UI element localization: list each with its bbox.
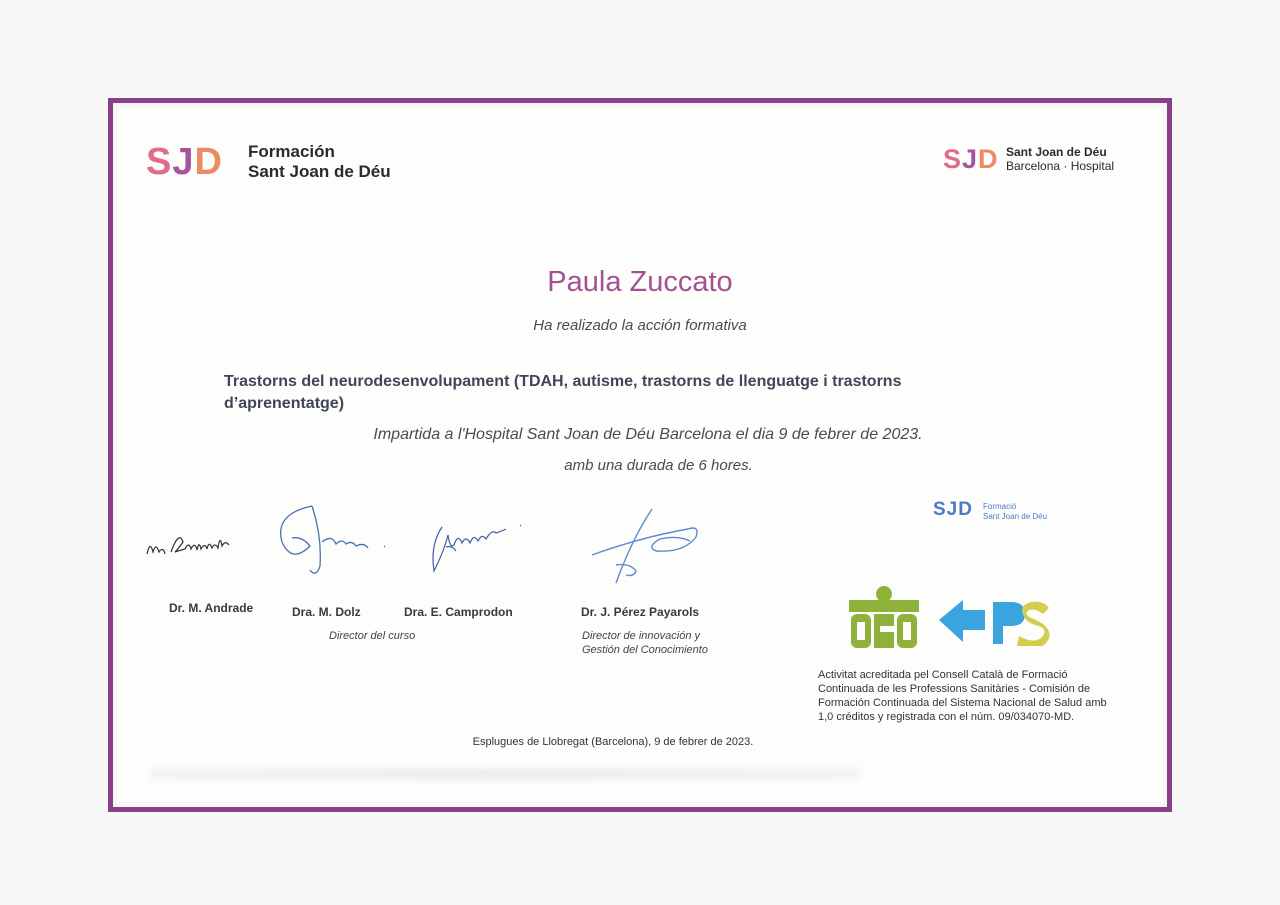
redacted-strip [150,768,860,780]
place-and-date: Esplugues de Llobregat (Barcelona), 9 de febrer de 2023. [472,736,754,748]
logo-line-2: Barcelona · Hospital [1006,159,1115,173]
signature-role-perez-payarols: Director de innovación y Gestión del Conocimiento [582,630,708,656]
signature-role-dolz: Director del curso [329,630,416,642]
signature-name-perez-payarols: Dr. J. Pérez Payarols [581,605,700,619]
signature-name-andrade: Dr. M. Andrade [169,601,254,615]
signature-dolz [276,502,396,582]
duration-line: amb una durada de 6 hores. [564,457,753,474]
signature-perez-payarols [586,505,711,587]
course-title: Trastorns del neurodesenvolupament (TDAH, autisme, trastorns de llenguatge i trastorns d’aprenentatge) [224,373,902,412]
intro-text: Ha realizado la acción formativa [533,317,747,334]
signature-andrade [143,522,263,567]
recipient-name: Paula Zuccato [547,266,733,298]
signature-camprodon [428,517,528,582]
logo-line-2: Sant Joan de Déu [248,162,391,181]
logo-line-1: Sant Joan de Déu [1006,145,1107,159]
arrow-logo [939,600,985,642]
location-line: Impartida a l'Hospital Sant Joan de Déu Barcelona el dia 9 de febrer de 2023. [373,426,923,443]
signature-name-camprodon: Dra. E. Camprodon [404,605,513,619]
logo-line-1: Formación [248,142,335,161]
accreditation-text: Activitat acreditada pel Consell Català de Formació Continuada de les Professions Sanitàries - Comisión de Formación Continuada del Sistema Nacional de Salud amb 1,0 créditos y registrada con el núm. 09/034070-MD. [818,669,1107,723]
cfc-logo [849,586,919,650]
signature-name-dolz: Dra. M. Dolz [292,605,361,619]
ps-logo [993,600,1051,646]
